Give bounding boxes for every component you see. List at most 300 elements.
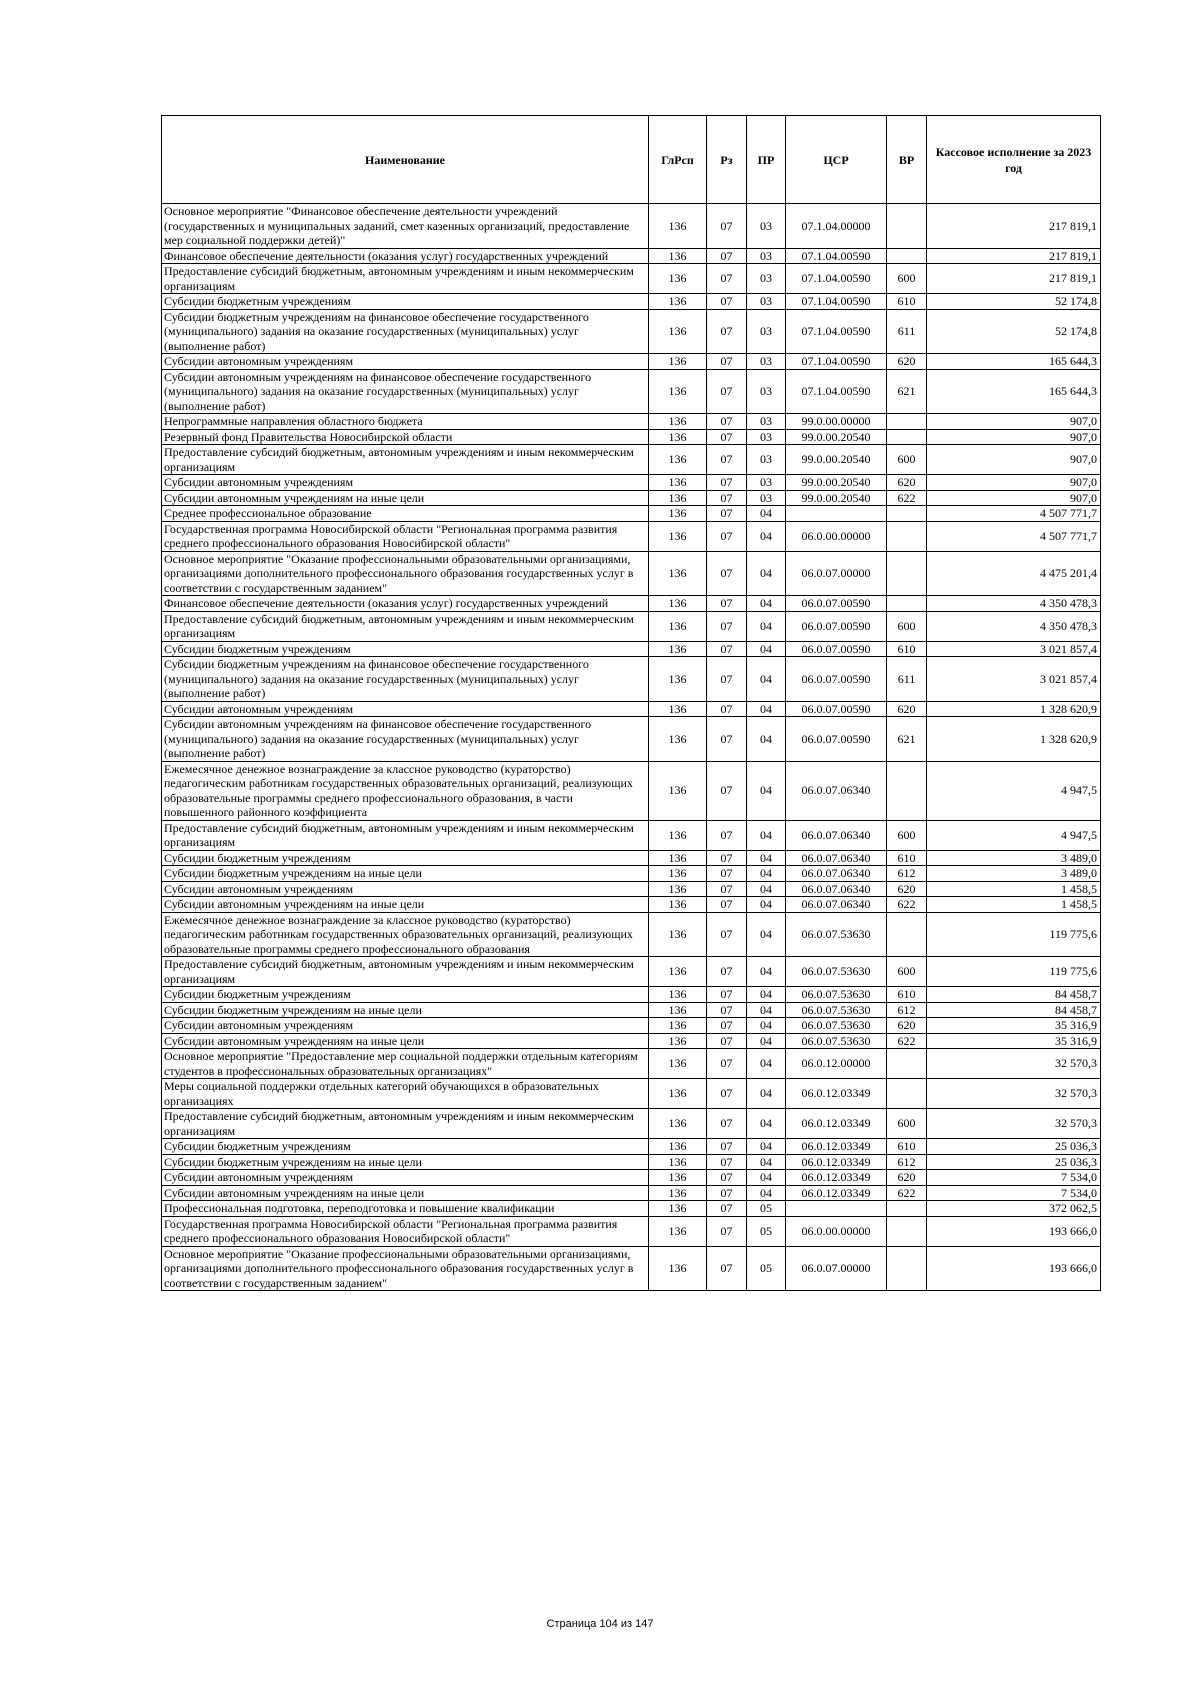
row-vr: 600 bbox=[887, 611, 927, 641]
row-rz: 07 bbox=[707, 1079, 747, 1109]
row-sum: 4 947,5 bbox=[927, 820, 1101, 850]
row-name: Субсидии бюджетным учреждениям bbox=[162, 641, 649, 657]
row-rz: 07 bbox=[707, 551, 747, 596]
row-sum: 907,0 bbox=[927, 490, 1101, 506]
row-name: Предоставление субсидий бюджетным, автономным учреждениям и иным некоммерческим организациям bbox=[162, 611, 649, 641]
row-csr: 06.0.00.00000 bbox=[786, 1216, 887, 1246]
row-glrsp: 136 bbox=[649, 354, 707, 370]
row-vr: 612 bbox=[887, 1002, 927, 1018]
row-sum: 4 507 771,7 bbox=[927, 521, 1101, 551]
row-csr: 06.0.00.00000 bbox=[786, 521, 887, 551]
row-sum: 3 021 857,4 bbox=[927, 641, 1101, 657]
row-name: Субсидии бюджетным учреждениям bbox=[162, 294, 649, 310]
row-name: Основное мероприятие "Оказание профессиональными образовательными организациями, организациями дополнительного профессионального образования государственных услуг в соответствии с государственным заданием" bbox=[162, 1246, 649, 1291]
row-pr: 04 bbox=[747, 1139, 786, 1155]
row-name: Резервный фонд Правительства Новосибирской области bbox=[162, 429, 649, 445]
row-vr: 620 bbox=[887, 475, 927, 491]
row-rz: 07 bbox=[707, 717, 747, 762]
row-vr: 620 bbox=[887, 881, 927, 897]
row-csr: 06.0.07.06340 bbox=[786, 881, 887, 897]
row-vr bbox=[887, 761, 927, 820]
row-sum: 4 350 478,3 bbox=[927, 611, 1101, 641]
table-row bbox=[162, 414, 1101, 430]
row-sum: 372 062,5 bbox=[927, 1201, 1101, 1217]
row-pr: 04 bbox=[747, 717, 786, 762]
row-sum: 7 534,0 bbox=[927, 1185, 1101, 1201]
row-rz: 07 bbox=[707, 912, 747, 957]
row-sum: 1 458,5 bbox=[927, 881, 1101, 897]
row-vr bbox=[887, 1246, 927, 1291]
row-csr: 07.1.04.00590 bbox=[786, 309, 887, 354]
row-name: Субсидии бюджетным учреждениям bbox=[162, 987, 649, 1003]
row-name: Предоставление субсидий бюджетным, автономным учреждениям и иным некоммерческим организациям bbox=[162, 820, 649, 850]
row-csr: 06.0.12.03349 bbox=[786, 1154, 887, 1170]
row-csr: 99.0.00.20540 bbox=[786, 429, 887, 445]
row-rz: 07 bbox=[707, 701, 747, 717]
row-name: Профессиональная подготовка, переподготовка и повышение квалификации bbox=[162, 1201, 649, 1217]
row-vr bbox=[887, 429, 927, 445]
row-vr: 620 bbox=[887, 1170, 927, 1186]
table-row bbox=[162, 1154, 1101, 1170]
row-sum: 217 819,1 bbox=[927, 248, 1101, 264]
row-pr: 04 bbox=[747, 1018, 786, 1034]
table-row bbox=[162, 701, 1101, 717]
table-row bbox=[162, 248, 1101, 264]
row-rz: 07 bbox=[707, 957, 747, 987]
row-vr: 611 bbox=[887, 309, 927, 354]
row-csr: 06.0.07.00590 bbox=[786, 717, 887, 762]
table-row bbox=[162, 429, 1101, 445]
row-pr: 03 bbox=[747, 354, 786, 370]
table-header bbox=[162, 116, 1101, 204]
table-row bbox=[162, 1216, 1101, 1246]
row-pr: 03 bbox=[747, 294, 786, 310]
row-vr: 622 bbox=[887, 1033, 927, 1049]
header-csr: ЦСР bbox=[786, 116, 887, 204]
row-pr: 03 bbox=[747, 204, 786, 249]
table-row bbox=[162, 897, 1101, 913]
row-name: Среднее профессиональное образование bbox=[162, 506, 649, 522]
row-name: Субсидии бюджетным учреждениям bbox=[162, 1139, 649, 1155]
row-name: Субсидии автономным учреждениям на финансовое обеспечение государственного (муниципального) задания на оказание государственных (муниципальных) услуг (выполнение работ) bbox=[162, 369, 649, 414]
row-csr: 06.0.07.06340 bbox=[786, 866, 887, 882]
row-glrsp: 136 bbox=[649, 987, 707, 1003]
row-vr: 622 bbox=[887, 897, 927, 913]
row-vr: 622 bbox=[887, 1185, 927, 1201]
row-name: Основное мероприятие "Финансовое обеспечение деятельности учреждений (государственных и муниципальных заданий, смет казенных организаций, предоставление мер социальной поддержки детей)" bbox=[162, 204, 649, 249]
row-rz: 07 bbox=[707, 248, 747, 264]
table-row bbox=[162, 309, 1101, 354]
row-glrsp: 136 bbox=[649, 866, 707, 882]
table-row bbox=[162, 490, 1101, 506]
row-glrsp: 136 bbox=[649, 294, 707, 310]
row-csr: 06.0.07.53630 bbox=[786, 1002, 887, 1018]
row-sum: 3 489,0 bbox=[927, 866, 1101, 882]
row-sum: 119 775,6 bbox=[927, 957, 1101, 987]
header-glrsp: ГлРсп bbox=[649, 116, 707, 204]
row-csr: 99.0.00.20540 bbox=[786, 475, 887, 491]
row-glrsp: 136 bbox=[649, 521, 707, 551]
row-glrsp: 136 bbox=[649, 1033, 707, 1049]
row-csr: 06.0.07.00590 bbox=[786, 657, 887, 702]
row-name: Субсидии автономным учреждениям bbox=[162, 701, 649, 717]
row-rz: 07 bbox=[707, 866, 747, 882]
table-row bbox=[162, 1201, 1101, 1217]
row-rz: 07 bbox=[707, 611, 747, 641]
row-vr: 600 bbox=[887, 445, 927, 475]
row-rz: 07 bbox=[707, 264, 747, 294]
row-name: Государственная программа Новосибирской области "Региональная программа развития среднего профессионального образования Новосибирской области" bbox=[162, 521, 649, 551]
table-row bbox=[162, 611, 1101, 641]
table-row bbox=[162, 912, 1101, 957]
row-vr bbox=[887, 204, 927, 249]
table-row bbox=[162, 1109, 1101, 1139]
table-row bbox=[162, 551, 1101, 596]
row-glrsp: 136 bbox=[649, 850, 707, 866]
row-pr: 03 bbox=[747, 414, 786, 430]
row-glrsp: 136 bbox=[649, 445, 707, 475]
row-csr bbox=[786, 1201, 887, 1217]
row-glrsp: 136 bbox=[649, 309, 707, 354]
row-csr: 06.0.07.00000 bbox=[786, 551, 887, 596]
row-vr bbox=[887, 414, 927, 430]
row-pr: 04 bbox=[747, 866, 786, 882]
row-sum: 193 666,0 bbox=[927, 1246, 1101, 1291]
row-sum: 907,0 bbox=[927, 414, 1101, 430]
row-vr: 620 bbox=[887, 1018, 927, 1034]
row-rz: 07 bbox=[707, 1154, 747, 1170]
row-pr: 05 bbox=[747, 1246, 786, 1291]
row-csr: 07.1.04.00000 bbox=[786, 204, 887, 249]
row-rz: 07 bbox=[707, 596, 747, 612]
row-csr: 06.0.12.03349 bbox=[786, 1109, 887, 1139]
table-row bbox=[162, 506, 1101, 522]
row-rz: 07 bbox=[707, 850, 747, 866]
row-sum: 84 458,7 bbox=[927, 1002, 1101, 1018]
row-rz: 07 bbox=[707, 475, 747, 491]
table-row bbox=[162, 717, 1101, 762]
table-row bbox=[162, 1002, 1101, 1018]
row-glrsp: 136 bbox=[649, 1002, 707, 1018]
row-rz: 07 bbox=[707, 1246, 747, 1291]
row-sum: 165 644,3 bbox=[927, 354, 1101, 370]
table-row bbox=[162, 1079, 1101, 1109]
row-pr: 04 bbox=[747, 1185, 786, 1201]
row-vr: 610 bbox=[887, 987, 927, 1003]
row-name: Субсидии бюджетным учреждениям на финансовое обеспечение государственного (муниципального) задания на оказание государственных (муниципальных) услуг (выполнение работ) bbox=[162, 657, 649, 702]
row-name: Субсидии бюджетным учреждениям на иные цели bbox=[162, 1154, 649, 1170]
row-name: Субсидии бюджетным учреждениям на иные цели bbox=[162, 1002, 649, 1018]
header-name: Наименование bbox=[162, 116, 649, 204]
row-name: Предоставление субсидий бюджетным, автономным учреждениям и иным некоммерческим организациям bbox=[162, 264, 649, 294]
row-vr bbox=[887, 912, 927, 957]
row-pr: 04 bbox=[747, 850, 786, 866]
row-pr: 03 bbox=[747, 445, 786, 475]
table-row bbox=[162, 761, 1101, 820]
row-csr: 06.0.07.53630 bbox=[786, 987, 887, 1003]
row-glrsp: 136 bbox=[649, 897, 707, 913]
row-sum: 907,0 bbox=[927, 445, 1101, 475]
row-sum: 4 350 478,3 bbox=[927, 596, 1101, 612]
row-vr: 610 bbox=[887, 1139, 927, 1155]
row-name: Субсидии автономным учреждениям bbox=[162, 1170, 649, 1186]
row-glrsp: 136 bbox=[649, 414, 707, 430]
row-glrsp: 136 bbox=[649, 881, 707, 897]
row-rz: 07 bbox=[707, 429, 747, 445]
row-glrsp: 136 bbox=[649, 490, 707, 506]
row-vr bbox=[887, 248, 927, 264]
row-rz: 07 bbox=[707, 294, 747, 310]
row-rz: 07 bbox=[707, 1033, 747, 1049]
table-row bbox=[162, 641, 1101, 657]
row-pr: 03 bbox=[747, 309, 786, 354]
row-vr: 612 bbox=[887, 866, 927, 882]
row-csr: 99.0.00.20540 bbox=[786, 490, 887, 506]
row-rz: 07 bbox=[707, 490, 747, 506]
row-rz: 07 bbox=[707, 1002, 747, 1018]
row-pr: 04 bbox=[747, 987, 786, 1003]
row-pr: 04 bbox=[747, 596, 786, 612]
row-rz: 07 bbox=[707, 641, 747, 657]
row-rz: 07 bbox=[707, 354, 747, 370]
row-glrsp: 136 bbox=[649, 596, 707, 612]
table-row bbox=[162, 657, 1101, 702]
row-pr: 03 bbox=[747, 429, 786, 445]
row-sum: 4 475 201,4 bbox=[927, 551, 1101, 596]
row-csr: 07.1.04.00590 bbox=[786, 369, 887, 414]
row-rz: 07 bbox=[707, 369, 747, 414]
row-glrsp: 136 bbox=[649, 1246, 707, 1291]
table-row bbox=[162, 264, 1101, 294]
row-vr: 610 bbox=[887, 641, 927, 657]
row-name: Основное мероприятие "Оказание профессиональными образовательными организациями, организациями дополнительного профессионального образования государственных услуг в соответствии с государственным заданием" bbox=[162, 551, 649, 596]
row-sum: 193 666,0 bbox=[927, 1216, 1101, 1246]
row-pr: 03 bbox=[747, 264, 786, 294]
row-sum: 32 570,3 bbox=[927, 1079, 1101, 1109]
row-sum: 4 507 771,7 bbox=[927, 506, 1101, 522]
row-pr: 04 bbox=[747, 1154, 786, 1170]
row-name: Субсидии бюджетным учреждениям bbox=[162, 850, 649, 866]
row-pr: 04 bbox=[747, 1049, 786, 1079]
row-rz: 07 bbox=[707, 657, 747, 702]
row-vr bbox=[887, 1049, 927, 1079]
row-csr: 06.0.12.03349 bbox=[786, 1170, 887, 1186]
row-glrsp: 136 bbox=[649, 475, 707, 491]
row-vr bbox=[887, 1079, 927, 1109]
row-name: Субсидии автономным учреждениям bbox=[162, 881, 649, 897]
row-vr: 612 bbox=[887, 1154, 927, 1170]
row-glrsp: 136 bbox=[649, 204, 707, 249]
row-name: Субсидии автономным учреждениям на иные цели bbox=[162, 1185, 649, 1201]
row-sum: 217 819,1 bbox=[927, 204, 1101, 249]
row-pr: 04 bbox=[747, 1002, 786, 1018]
row-vr: 600 bbox=[887, 1109, 927, 1139]
row-vr bbox=[887, 1201, 927, 1217]
row-name: Предоставление субсидий бюджетным, автономным учреждениям и иным некоммерческим организациям bbox=[162, 1109, 649, 1139]
row-pr: 04 bbox=[747, 506, 786, 522]
row-csr: 06.0.12.00000 bbox=[786, 1049, 887, 1079]
row-csr: 06.0.07.00590 bbox=[786, 701, 887, 717]
row-csr: 06.0.07.53630 bbox=[786, 1018, 887, 1034]
table-row bbox=[162, 204, 1101, 249]
row-pr: 04 bbox=[747, 761, 786, 820]
table-row bbox=[162, 820, 1101, 850]
header-pr: ПР bbox=[747, 116, 786, 204]
row-pr: 04 bbox=[747, 701, 786, 717]
row-rz: 07 bbox=[707, 1018, 747, 1034]
row-vr: 600 bbox=[887, 264, 927, 294]
row-vr bbox=[887, 506, 927, 522]
header-vr: ВР bbox=[887, 116, 927, 204]
row-csr: 06.0.07.00000 bbox=[786, 1246, 887, 1291]
row-pr: 03 bbox=[747, 475, 786, 491]
row-vr bbox=[887, 551, 927, 596]
row-csr bbox=[786, 506, 887, 522]
row-name: Предоставление субсидий бюджетным, автономным учреждениям и иным некоммерческим организациям bbox=[162, 957, 649, 987]
row-vr: 620 bbox=[887, 354, 927, 370]
row-sum: 907,0 bbox=[927, 475, 1101, 491]
row-rz: 07 bbox=[707, 1139, 747, 1155]
row-glrsp: 136 bbox=[649, 657, 707, 702]
row-rz: 07 bbox=[707, 1216, 747, 1246]
row-pr: 04 bbox=[747, 1109, 786, 1139]
row-rz: 07 bbox=[707, 881, 747, 897]
row-rz: 07 bbox=[707, 897, 747, 913]
table-row bbox=[162, 596, 1101, 612]
row-name: Субсидии автономным учреждениям bbox=[162, 475, 649, 491]
row-csr: 99.0.00.20540 bbox=[786, 445, 887, 475]
row-csr: 06.0.07.06340 bbox=[786, 850, 887, 866]
row-sum: 84 458,7 bbox=[927, 987, 1101, 1003]
row-rz: 07 bbox=[707, 414, 747, 430]
row-glrsp: 136 bbox=[649, 1139, 707, 1155]
row-vr: 621 bbox=[887, 369, 927, 414]
row-csr: 06.0.07.06340 bbox=[786, 897, 887, 913]
row-pr: 05 bbox=[747, 1201, 786, 1217]
row-vr bbox=[887, 596, 927, 612]
row-name: Субсидии автономным учреждениям на иные цели bbox=[162, 897, 649, 913]
row-glrsp: 136 bbox=[649, 820, 707, 850]
row-sum: 1 328 620,9 bbox=[927, 701, 1101, 717]
row-glrsp: 136 bbox=[649, 369, 707, 414]
row-name: Финансовое обеспечение деятельности (оказания услуг) государственных учреждений bbox=[162, 596, 649, 612]
row-csr: 06.0.07.00590 bbox=[786, 596, 887, 612]
row-vr: 620 bbox=[887, 701, 927, 717]
row-glrsp: 136 bbox=[649, 761, 707, 820]
row-csr: 06.0.12.03349 bbox=[786, 1079, 887, 1109]
row-sum: 3 021 857,4 bbox=[927, 657, 1101, 702]
table-row bbox=[162, 850, 1101, 866]
header-rz: Рз bbox=[707, 116, 747, 204]
header-sum: Кассовое исполнение за 2023 год bbox=[927, 116, 1101, 204]
row-csr: 06.0.07.53630 bbox=[786, 912, 887, 957]
table-row bbox=[162, 1185, 1101, 1201]
row-name: Субсидии бюджетным учреждениям на финансовое обеспечение государственного (муниципального) задания на оказание государственных (муниципальных) услуг (выполнение работ) bbox=[162, 309, 649, 354]
row-vr: 600 bbox=[887, 820, 927, 850]
row-pr: 03 bbox=[747, 369, 786, 414]
row-vr: 610 bbox=[887, 850, 927, 866]
row-name: Субсидии автономным учреждениям bbox=[162, 354, 649, 370]
row-sum: 35 316,9 bbox=[927, 1018, 1101, 1034]
row-pr: 04 bbox=[747, 897, 786, 913]
row-pr: 04 bbox=[747, 957, 786, 987]
row-sum: 907,0 bbox=[927, 429, 1101, 445]
row-csr: 06.0.12.03349 bbox=[786, 1185, 887, 1201]
row-pr: 04 bbox=[747, 657, 786, 702]
row-glrsp: 136 bbox=[649, 1216, 707, 1246]
row-sum: 25 036,3 bbox=[927, 1154, 1101, 1170]
row-glrsp: 136 bbox=[649, 1018, 707, 1034]
row-pr: 04 bbox=[747, 641, 786, 657]
row-rz: 07 bbox=[707, 204, 747, 249]
table-row bbox=[162, 445, 1101, 475]
row-vr bbox=[887, 1216, 927, 1246]
row-pr: 04 bbox=[747, 1170, 786, 1186]
row-glrsp: 136 bbox=[649, 248, 707, 264]
row-glrsp: 136 bbox=[649, 1049, 707, 1079]
row-glrsp: 136 bbox=[649, 641, 707, 657]
row-rz: 07 bbox=[707, 820, 747, 850]
row-vr: 610 bbox=[887, 294, 927, 310]
row-sum: 217 819,1 bbox=[927, 264, 1101, 294]
row-sum: 4 947,5 bbox=[927, 761, 1101, 820]
row-sum: 119 775,6 bbox=[927, 912, 1101, 957]
row-vr: 622 bbox=[887, 490, 927, 506]
row-pr: 03 bbox=[747, 248, 786, 264]
table-row bbox=[162, 475, 1101, 491]
table-row bbox=[162, 881, 1101, 897]
row-name: Основное мероприятие "Предоставление мер социальной поддержки отдельным категориям студентов в профессиональных образовательных организациях" bbox=[162, 1049, 649, 1079]
row-sum: 7 534,0 bbox=[927, 1170, 1101, 1186]
row-csr: 06.0.07.53630 bbox=[786, 1033, 887, 1049]
row-pr: 04 bbox=[747, 1079, 786, 1109]
row-rz: 07 bbox=[707, 1185, 747, 1201]
row-name: Непрограммные направления областного бюджета bbox=[162, 414, 649, 430]
row-glrsp: 136 bbox=[649, 717, 707, 762]
table-row bbox=[162, 987, 1101, 1003]
row-vr bbox=[887, 521, 927, 551]
row-name: Субсидии автономным учреждениям на финансовое обеспечение государственного (муниципального) задания на оказание государственных (муниципальных) услуг (выполнение работ) bbox=[162, 717, 649, 762]
row-glrsp: 136 bbox=[649, 611, 707, 641]
row-sum: 35 316,9 bbox=[927, 1033, 1101, 1049]
row-name: Государственная программа Новосибирской области "Региональная программа развития среднего профессионального образования Новосибирской области" bbox=[162, 1216, 649, 1246]
row-csr: 07.1.04.00590 bbox=[786, 264, 887, 294]
table-row bbox=[162, 957, 1101, 987]
row-glrsp: 136 bbox=[649, 506, 707, 522]
row-sum: 52 174,8 bbox=[927, 294, 1101, 310]
row-sum: 165 644,3 bbox=[927, 369, 1101, 414]
table-row bbox=[162, 1139, 1101, 1155]
page-number: Страница 104 из 147 bbox=[546, 1618, 654, 1630]
table-row bbox=[162, 1049, 1101, 1079]
row-glrsp: 136 bbox=[649, 1201, 707, 1217]
row-sum: 1 328 620,9 bbox=[927, 717, 1101, 762]
row-rz: 07 bbox=[707, 445, 747, 475]
table-row bbox=[162, 1246, 1101, 1291]
table-row bbox=[162, 1033, 1101, 1049]
row-sum: 32 570,3 bbox=[927, 1109, 1101, 1139]
row-name: Ежемесячное денежное вознаграждение за классное руководство (кураторство) педагогическим работникам государственных образовательных организаций, реализующих образовательные программы среднего профессионального образования, в части повышенного районного коэффициента bbox=[162, 761, 649, 820]
row-csr: 07.1.04.00590 bbox=[786, 294, 887, 310]
row-rz: 07 bbox=[707, 1170, 747, 1186]
row-glrsp: 136 bbox=[649, 1109, 707, 1139]
row-csr: 06.0.12.03349 bbox=[786, 1139, 887, 1155]
row-glrsp: 136 bbox=[649, 957, 707, 987]
row-rz: 07 bbox=[707, 1109, 747, 1139]
row-glrsp: 136 bbox=[649, 701, 707, 717]
row-name: Финансовое обеспечение деятельности (оказания услуг) государственных учреждений bbox=[162, 248, 649, 264]
row-csr: 06.0.07.00590 bbox=[786, 641, 887, 657]
